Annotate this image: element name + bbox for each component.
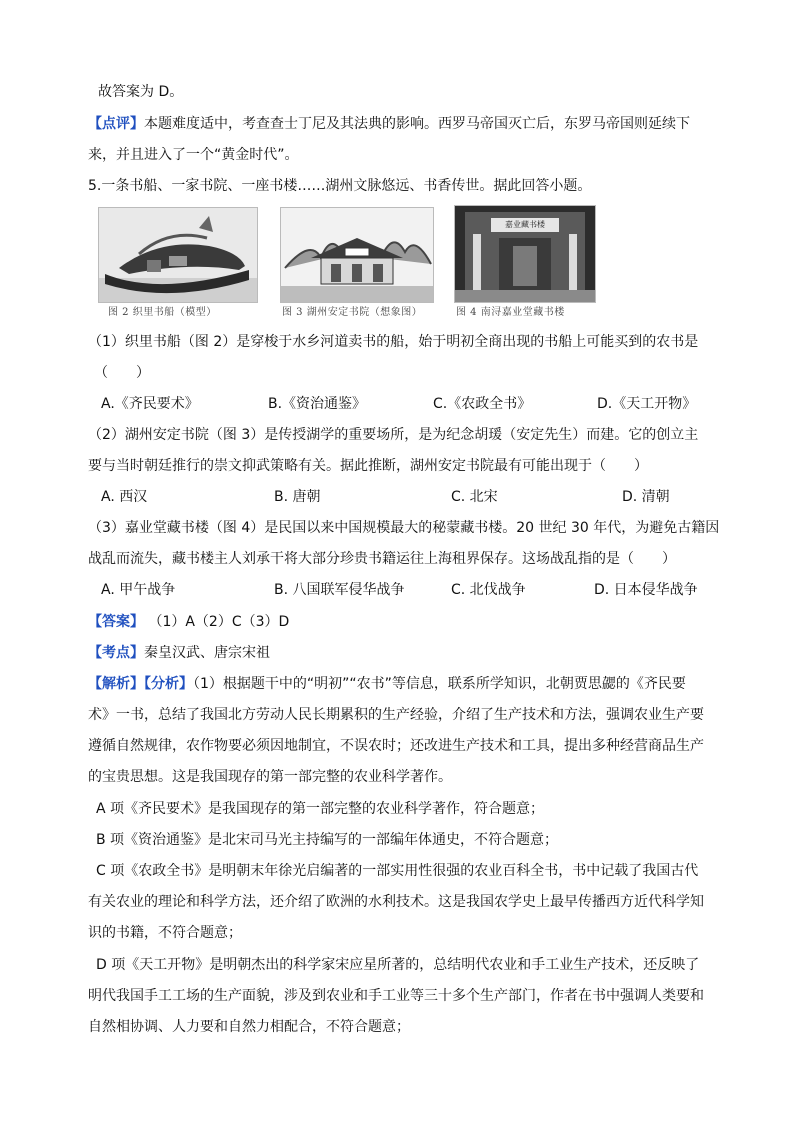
analysis-option-a: A 项《齐民要术》是我国现存的第一部完整的农业科学著作，符合题意； — [96, 801, 545, 817]
sub1-option-d: D.《天工开物》 — [597, 396, 697, 412]
analysis-option-b: B 项《资治通鉴》是北宋司马光主持编写的一部编年体通史，不符合题意； — [96, 832, 559, 848]
sub2-option-d: D. 清朝 — [622, 489, 670, 505]
analysis-tag: 【解析】【分析】 — [88, 676, 193, 692]
answer-tag: 【答案】 — [88, 614, 144, 630]
figure-3-academy-drawing — [280, 207, 434, 303]
comment-line-1 — [88, 114, 690, 134]
analysis-option-d-2: 明代我国手工工场的生产面貌，涉及到农业和手工业等三十多个生产部门，作者在书中强调人类要和 — [88, 988, 704, 1004]
comment-tag: 【点评】 — [88, 116, 144, 132]
analysis-line-1 — [88, 674, 686, 694]
test-point-tag: 【考点】 — [88, 645, 144, 661]
analysis-line-4: 的宝贵思想。这是我国现存的第一部完整的农业科学著作。 — [88, 769, 452, 785]
sub2-option-b: B. 唐朝 — [274, 489, 321, 505]
answer-text: （1）A（2）C（3）D — [148, 614, 290, 630]
sub-question-3-text-2: 战乱而流失，藏书楼主人刘承干将大部分珍贵书籍运往上海租界保存。这场战乱指的是（ ） — [88, 551, 676, 567]
sub3-option-c: C. 北伐战争 — [451, 582, 526, 598]
analysis-option-d-1: D 项《天工开物》是明朝杰出的科学家宋应星所著的，总结明代农业和手工业生产技术，还反映了 — [96, 957, 700, 973]
sub1-option-b: B.《资治通鉴》 — [268, 396, 367, 412]
sub2-option-c: C. 北宋 — [451, 489, 498, 505]
analysis-option-c-1: C 项《农政全书》是明朝末年徐光启编著的一部实用性很强的农业百科全书，书中记载了我国古代 — [96, 863, 699, 879]
analysis-option-c-3: 识的书籍，不符合题意； — [88, 925, 242, 941]
sub3-option-b: B. 八国联军侵华战争 — [274, 582, 405, 598]
sub-question-3-text-1: （3）嘉业堂藏书楼（图 4）是民国以来中国规模最大的秘蒙藏书楼。20 世纪 30 年代，为避免古籍因 — [88, 520, 720, 536]
test-point-line — [88, 643, 270, 663]
analysis-line-3: 遵循自然规律，农作物要必须因地制宜，不误农时；还改进生产技术和工具，提出多种经营商品生产 — [88, 738, 704, 754]
figure-4-library-hall — [454, 205, 596, 303]
test-point-text: 秦皇汉武、唐宗宋祖 — [144, 645, 270, 661]
analysis-text-1: （1）根据题干中的“明初”“农书”等信息，联系所学知识，北朝贾思勰的《齐民要 — [193, 676, 686, 692]
analysis-option-c-2: 有关农业的理论和科学方法，还介绍了欧洲的水利技术。这是我国农学史上最早传播西方近代科学知 — [88, 894, 704, 910]
sub3-option-d: D. 日本侵华战争 — [594, 582, 698, 598]
figure-4-plaque: 嘉业藏书楼 — [505, 220, 545, 229]
figure-4-caption: 图 4 南浔嘉业堂藏书楼 — [456, 307, 565, 318]
question-5-stem: 5.一条书船、一家书院、一座书楼……湖州文脉悠远、书香传世。据此回答小题。 — [88, 178, 592, 194]
academy-image — [281, 208, 433, 302]
comment-text-1: 本题难度适中，考查查士丁尼及其法典的影响。西罗马帝国灭亡后，东罗马帝国则延续下 — [144, 116, 690, 132]
sub3-option-a: A. 甲午战争 — [101, 582, 176, 598]
sub1-option-a: A.《齐民要术》 — [101, 396, 199, 412]
analysis-option-d-3: 自然相协调、人力要和自然力相配合，不符合题意； — [88, 1019, 410, 1035]
comment-line-2: 来，并且进入了一个“黄金时代”。 — [88, 147, 299, 163]
analysis-line-2: 术》一书，总结了我国北方劳动人民长期累积的生产经验，介绍了生产技术和方法，强调农业生产要 — [88, 707, 704, 723]
sub-question-1-text-1: （1）织里书船（图 2）是穿梭于水乡河道卖书的船，始于明初全商出现的书船上可能买到的农书是 — [88, 334, 699, 350]
figure-3-caption: 图 3 湖州安定书院（想象图） — [282, 307, 423, 318]
sub1-option-c: C.《农政全书》 — [433, 396, 532, 412]
sub-question-2-text-1: （2）湖州安定书院（图 3）是传授湖学的重要场所，是为纪念胡瑗（安定先生）而建。它的创立主 — [88, 427, 699, 443]
sub2-option-a: A. 西汉 — [101, 489, 148, 505]
figure-2-boat-model — [98, 207, 258, 303]
figure-2-caption: 图 2 织里书船（模型） — [108, 307, 217, 318]
sub-question-1-text-2: （ ） — [94, 365, 150, 381]
sub-question-2-text-2: 要与当时朝廷推行的崇文抑武策略有关。据此推断，湖州安定书院最有可能出现于（ ） — [88, 458, 648, 474]
previous-answer-line: 故答案为 D。 — [98, 84, 184, 100]
boat-model-image — [99, 208, 257, 302]
answer-line — [88, 612, 289, 632]
